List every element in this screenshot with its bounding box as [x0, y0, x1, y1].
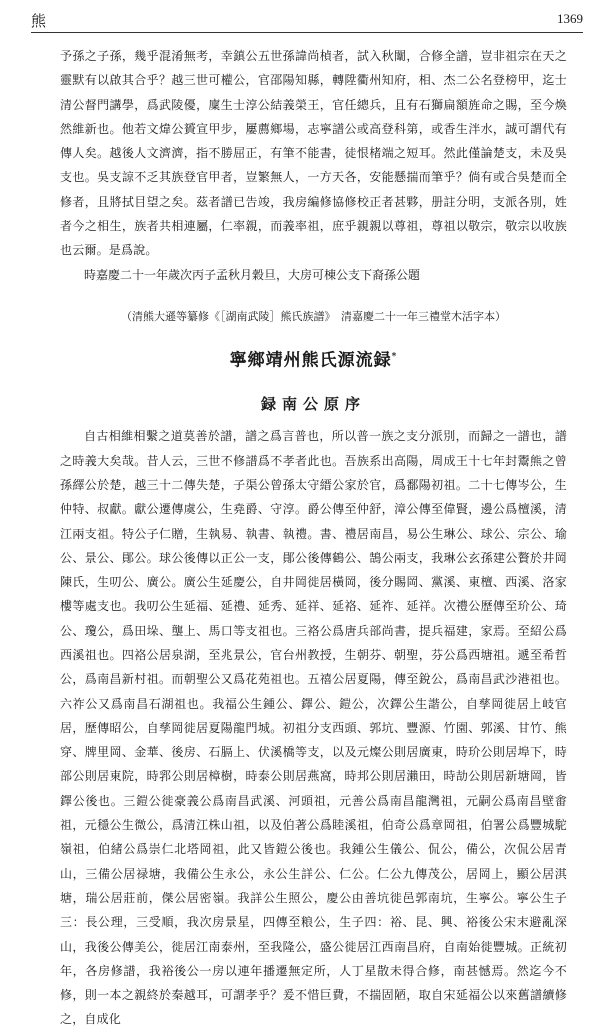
page-body [60, 44, 567, 1032]
page-number: 1369 [557, 11, 583, 26]
article-title-text: 寧鄉靖州熊氏源流録 [229, 350, 392, 371]
source-note: （清熊大遜等纂修《［湖南武陵］熊氏族譜》 清嘉慶二十一年三禮堂木活字本） [121, 309, 506, 323]
footnote-mark: * [391, 351, 398, 362]
page-header [0, 0, 611, 34]
dateline: 時嘉慶二十一年歲次丙子孟秋月穀旦，大房可棟公支下裔孫公題 [84, 267, 421, 282]
intro-paragraph: 予孫之子孫，幾乎混淆無考，幸鎮公五世孫諱尚楨者，試入秋闈，合修全譜，豈非祖宗在天之靈默有以啟其合乎？越三世可權公，官邵陽知縣，轉陞衢州知府，相、杰二公名登榜甲，迄士清公督門講學，爲武陵優，廩生士淳公結義榮王，官任總兵，且有石獅扁額旌命之賜，至今煥然維新也。他若文煒公贇宣甲步，屢薦鄉場，志寧譜公或高登科第，或香生泮水，誠可謂代有傳人矣。越後人文濟濟，指不勝屈正，有筆不能書，徒恨楮端之短耳。然此僅論楚支，未及吳支也。吳支諒不乏其族登官甲者，豈繁無人，一方天各，安能懸揣而筆乎？倘有或合吳楚而全修者，且將拭目望之矣。茲者譜已告竣，我房編修協修校正者甚夥，册註分明，支派各別，姓者今之相生，族者共相連屬，仁率親，而義率祖，庶乎親親以尊祖，尊祖以敬宗，敬宗以收族也云爾。是爲說。 [60, 49, 567, 258]
running-title: 熊 [31, 12, 47, 30]
preface-paragraph: 自古相維相繫之道莫善於譜，譜之爲言普也，所以普一族之支分派別，而歸之一譜也，譜之時義大矣哉。昔人云，三世不修譜爲不孝者此也。吾族系出高陽，周成王十七年封鬻熊之曾孫繹公於楚，越三十二傳失楚，子渠公曾孫太守縉公家於官，爲鄱陽初祖。二十七傳岑公，生仲特、叔獻。獻公遷傳虞公，生堯爵、守淳。爵公傳至仲舒，漳公傳至偉賢，邊公爲檀溪，清江兩支祖。特公子仁贈，生執易、執書、執禮。書、禮居南昌，易公生琳公、球公、宗公、瑜公、景公、鄖公。球公後傳以正公一支，鄖公後傳鶴公、鵠公兩支，我琳公玄孫建公贅於井岡陳氏，生叨公、廣公。廣公生延慶公，自井岡徙居橫岡，後分賜岡、黨溪、東檀、西溪、洛家樓等處支也。我叨公生延福、延禮、延秀、延祥、延袼、延祚、延祥。次禮公歷傳至玠公、琦公、瓊公，爲田垛、壟上、馬口等支祖也。三袼公爲唐兵部尚書，提兵福建，家焉。至紹公爲西溪祖也。四袼公居泉湖，至兆景公，官台州教授，生朝芬、朝聖，芬公爲西塘祖。遞至希哲公，爲南昌新村祖。而朝聖公又爲花苑祖也。五禧公居夏陽，傳至銳公，爲南昌武沙港祖也。六祚公又爲南昌石湖祖也。我福公生鍾公、鐸公、鎧公，次鐸公生諧公，自孳岡徙居上岐官居，歷傳昭公，自孳岡徙居夏陽龍門城。初祖分支西頭、郭坑、豐源、竹園、郭溪、甘竹、熊穿、牌里岡、金華、後房、石膈上、伏溪橋等支，以及元燦公則居廣東，時玠公則居埠下，時部公則居東院，時郛公則居樟樹，時泰公則居燕窩，時邦公則居瀨田，時劼公則居新塘岡，皆鐸公後也。三鎧公徙豪義公爲南昌武溪、河頭祖，元善公爲南昌龍灣祖，元嗣公爲南昌壁畬祖，元穩公生微公，爲清江株山祖，以及伯著公爲睦溪祖，伯奇公爲章岡祖，伯署公爲豐城駝嶺祖，伯緒公爲崇仁北塔岡祖，此又皆鎧公後也。我鍾公生儀公、侃公，備公，次侃公居青山，三備公居禄塘，我備公生永公，永公生詳公、仁公。仁公九傳茂公，居岡上，顯公居淇塘，瑞公居莊前，傑公居密嶺。我詳公生照公，慶公由善坑徙邑郭南坑，生寧公。寧公生子三：長公理，三受順，我次房景星，四傳至粮公，生子四：裕、昆、興、裕後公宋末避亂深山，我後公傳美公，徙居江南泰州，至我隆公，盛公徙居江西南昌府，自南始徙豐城。正統初年，各房修譜，我裕後公一房以連年播遷無定所，人丁星散未得合修，南甚憾焉。然迄今不修，則一本之親終於秦越耳，可謂孝乎？爰不惜巨費，不揣固陋，取自宋延福公以來舊譜續修之，自成化 [60, 429, 567, 1027]
header-rule [31, 32, 583, 33]
section-title: 録南公原序 [260, 395, 366, 414]
article-title [60, 343, 567, 375]
